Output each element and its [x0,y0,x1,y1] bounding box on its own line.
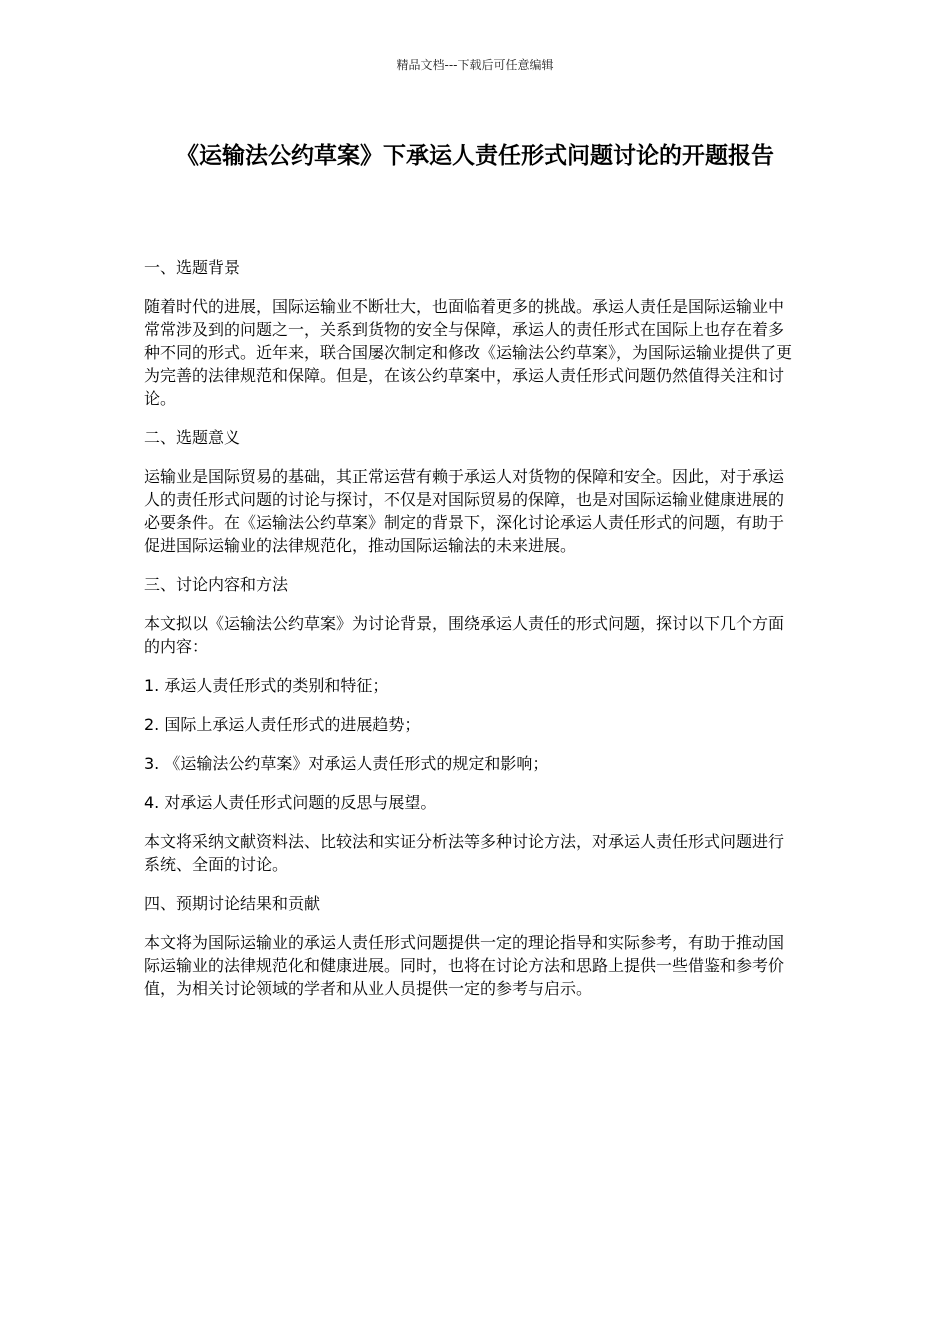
section-heading: 二、选题意义 [144,428,241,447]
list-item: 3. 《运输法公约草案》对承运人责任形式的规定和影响； [144,754,549,773]
paragraph: 运输业是国际贸易的基础，其正常运营有赖于承运人对货物的保障和安全。因此，对于承运人的责任形式问题的讨论与探讨，不仅是对国际贸易的保障，也是对国际运输业健康进展的必要条件。在《运输法公约草案》制定的背景下，深化讨论承运人责任形式的问题，有助于促进国际运输业的法律规范化，推动国际运输法的未来进展。 [144,467,785,555]
section-heading: 四、预期讨论结果和贡献 [144,894,321,913]
paragraph: 本文将采纳文献资料法、比较法和实证分析法等多种讨论方法，对承运人责任形式问题进行系统、全面的讨论。 [144,832,785,874]
paragraph: 本文将为国际运输业的承运人责任形式问题提供一定的理论指导和实际参考，有助于推动国际运输业的法律规范化和健康进展。同时，也将在讨论方法和思路上提供一些借鉴和参考价值，为相关讨论领域的学者和从业人员提供一定的参考与启示。 [144,933,785,998]
list-item: 2. 国际上承运人责任形式的进展趋势； [144,715,421,734]
paragraph: 随着时代的进展，国际运输业不断壮大，也面临着更多的挑战。承运人责任是国际运输业中常常涉及到的问题之一，关系到货物的安全与保障，承运人的责任形式在国际上也存在着多种不同的形式。近年来，联合国屡次制定和修改《运输法公约草案》，为国际运输业提供了更为完善的法律规范和保障。但是，在该公约草案中，承运人责任形式问题仍然值得关注和讨论。 [144,297,793,408]
document-body [144,256,796,1016]
section-heading: 一、选题背景 [144,258,241,277]
document-title: 《运输法公约草案》下承运人责任形式问题讨论的开题报告 [176,143,774,169]
paragraph: 本文拟以《运输法公约草案》为讨论背景，围绕承运人责任的形式问题，探讨以下几个方面的内容： [144,614,785,656]
page-header: 精品文档---下载后可任意编辑 [396,58,554,72]
list-item: 4. 对承运人责任形式问题的反思与展望。 [144,793,437,812]
section-heading: 三、讨论内容和方法 [144,575,289,594]
list-item: 1. 承运人责任形式的类别和特征； [144,676,389,695]
